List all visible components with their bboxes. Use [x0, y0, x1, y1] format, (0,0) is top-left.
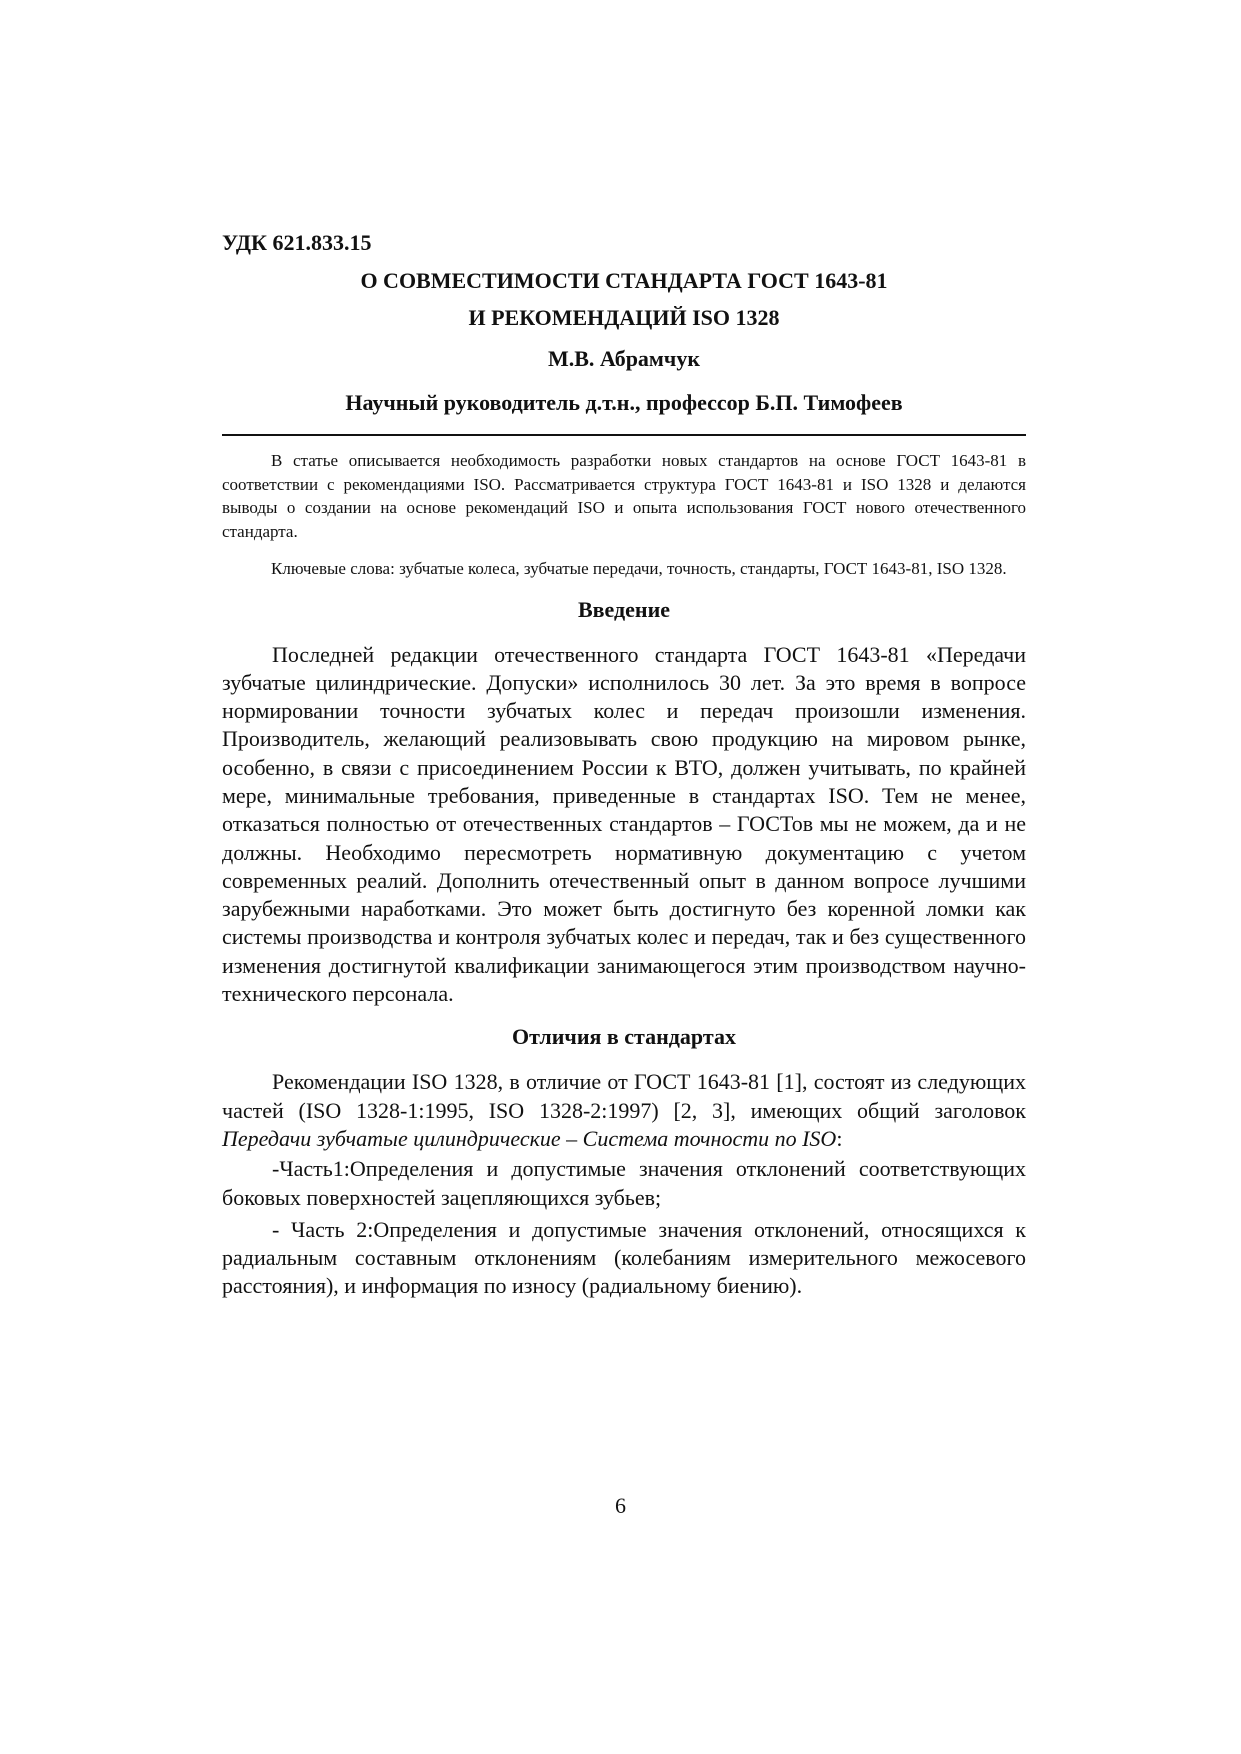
abstract-text: В статье описывается необходимость разработки новых стандартов на основе ГОСТ 1643-81 в соответствии с рекомендациями ISO. Рассматривается структура ГОСТ 1643-81 и ISO 1328 и делаются выводы о создании на основе рекомендаций ISO и опыта использования ГОСТ нового отечественного стандарта. — [222, 451, 1026, 541]
section-heading-intro: Введение — [577, 596, 671, 622]
udk-code: УДК 621.833.15 — [222, 230, 372, 255]
list-item-part-2: - Часть 2:Определения и допустимые значения отклонений, относящихся к радиальным составным отклонениям (колебаниям измерительного межосевого расстояния), и информация по износу (радиальному биению). — [222, 1216, 1026, 1299]
differences-paragraph-end: : — [836, 1125, 843, 1151]
scientific-advisor: Научный руководитель д.т.н., профессор Б.П. Тимофеев — [345, 390, 903, 415]
list-item-part-1: -Часть1:Определения и допустимые значения отклонений соответствующих боковых поверхностей зацепляющихся зубьев; — [222, 1156, 1026, 1210]
article-title-line-1: О СОВМЕСТИМОСТИ СТАНДАРТА ГОСТ 1643-81 — [360, 268, 888, 293]
intro-paragraph: Последней редакции отечественного стандарта ГОСТ 1643-81 «Передачи зубчатые цилиндрические. Допуски» исполнилось 30 лет. За это время в вопросе нормировании точности зубчатых колес и передач произошли изменения. Производитель, желающий реализовывать свою продукцию на мировом рынке, особенно, в связи с присоединением России к ВТО, должен учитывать, по крайней мере, минимальные требования, приведенные в стандартах ISO. Тем не менее, отказаться полностью от отечественных стандартов – ГОСТов мы не можем, да и не должны. Необходимо пересмотреть нормативную документацию с учетом современных реалий. Дополнить отечественный опыт в данном вопросе лучшими зарубежными наработками. Это может быть достигнуто без коренной ломки как системы производства и контроля зубчатых колес и передач, так и без существенного изменения достигнутой квалификации занимающегося этим производством научно-технического персонала. — [222, 641, 1026, 1007]
keywords-text: Ключевые слова: зубчатые колеса, зубчатые передачи, точность, стандарты, ГОСТ 1643-81, ISO 1328. — [271, 559, 1007, 578]
article-title — [222, 262, 1026, 336]
article-page — [222, 228, 1026, 1301]
article-title-line-2: И РЕКОМЕНДАЦИЙ ISO 1328 — [468, 305, 780, 330]
differences-paragraph-start: Рекомендации ISO 1328, в отличие от ГОСТ 1643-81 [1], состоят из следующих частей (ISO 1328-1:1995, ISO 1328-2:1997) [2, 3], имеющих общий заголовок — [222, 1069, 1026, 1123]
differences-paragraph — [222, 1068, 1026, 1153]
section-heading-differences: Отличия в стандартах — [512, 1024, 736, 1050]
differences-paragraph-italic: Передачи зубчатые цилиндрические – Система точности по ISO — [222, 1125, 837, 1151]
header-divider — [222, 434, 1026, 436]
page-number: 6 — [615, 1493, 626, 1518]
author-name: М.В. Абрамчук — [547, 346, 700, 371]
